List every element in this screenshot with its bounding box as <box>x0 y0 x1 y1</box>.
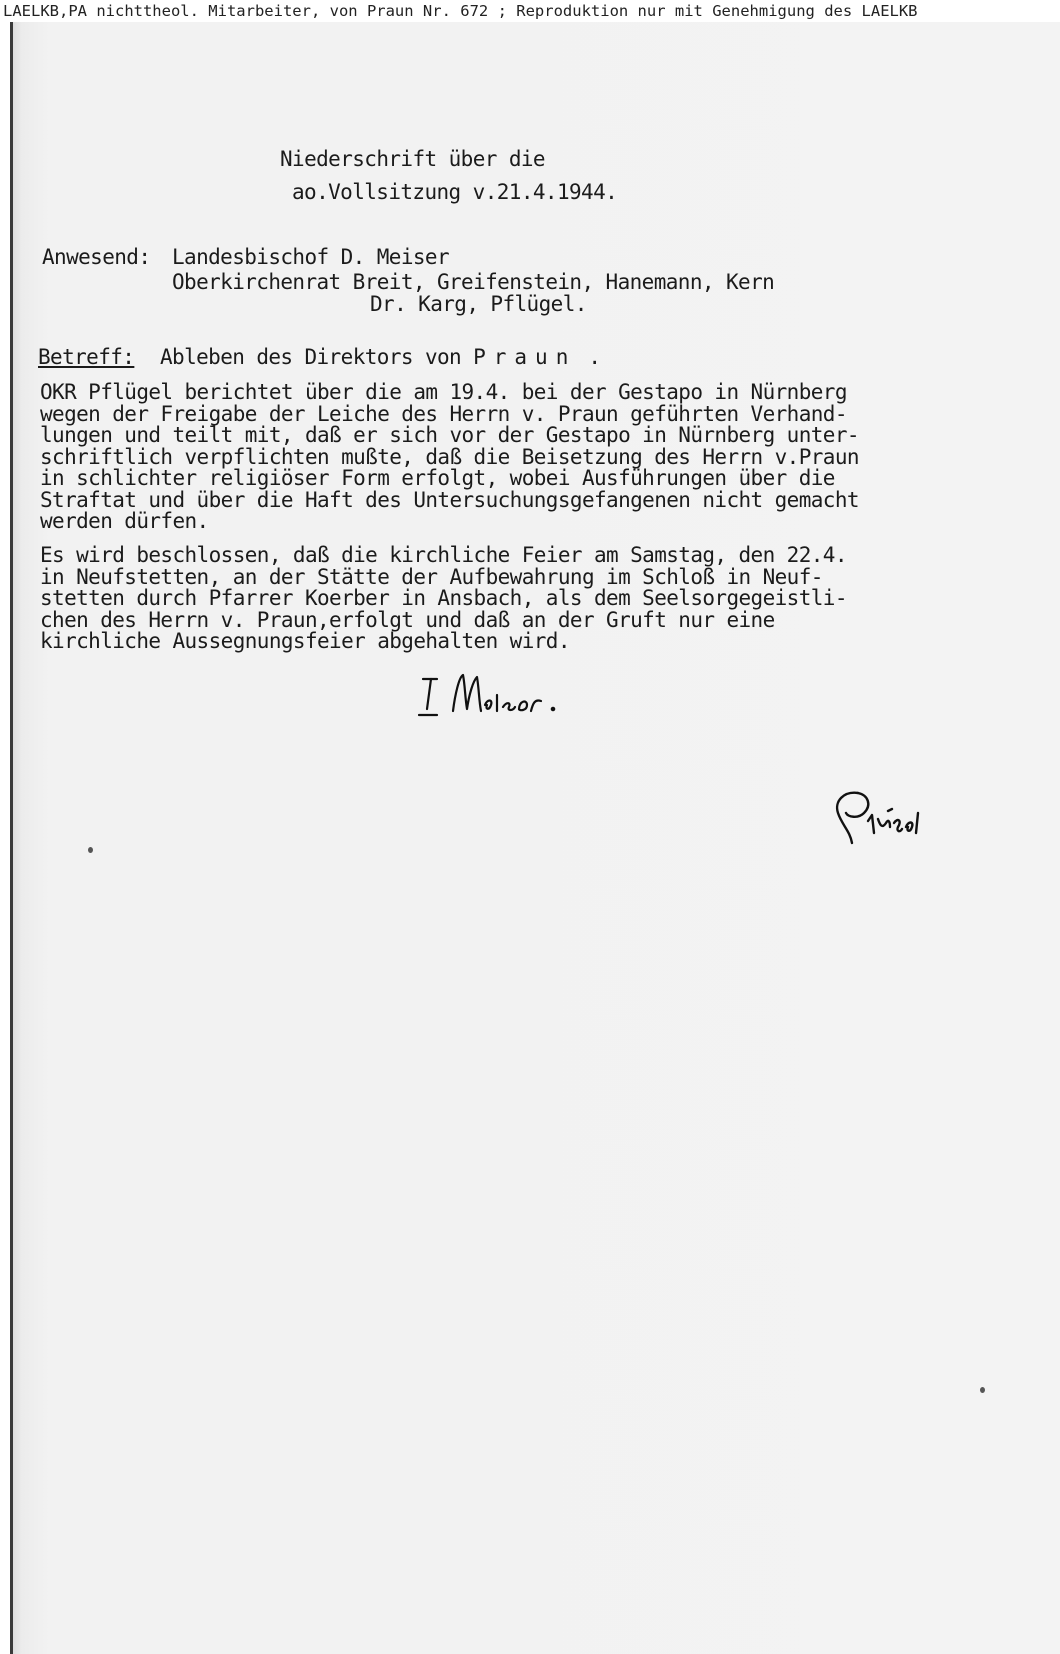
paragraph-1-line: wegen der Freigabe der Leiche des Herrn v. Praun geführten Verhand- <box>40 402 847 426</box>
paragraph-2-line: stetten durch Pfarrer Koerber in Ansbach, als dem Seelsorgegeistli- <box>40 586 847 610</box>
paragraph-2-line: in Neufstetten, an der Stätte der Aufbewahrung im Schloß in Neuf- <box>40 565 823 589</box>
paragraph-1-line: in schlichter religiöser Form erfolgt, wobei Ausführungen über die <box>40 466 835 490</box>
document-title-line2: ao.Vollsitzung v.21.4.1944. <box>292 180 618 204</box>
paragraph-1-line: schriftlich verpflichten mußte, daß die Beisetzung des Herrn v.Praun <box>40 445 859 469</box>
attendance-label: Anwesend: <box>42 245 151 269</box>
paper-speck <box>88 847 93 853</box>
subject-suffix: . <box>588 345 601 369</box>
archive-header-stamp: LAELKB,PA nichttheol. Mitarbeiter, von Praun Nr. 672 ; Reproduktion nur mit Genehmigung des LAELKB <box>3 2 918 20</box>
signature-pfluegel <box>828 785 938 855</box>
subject-text <box>160 346 600 368</box>
subject-prefix: Ableben des Direktors von <box>160 345 462 369</box>
paragraph-2-line: Es wird beschlossen, daß die kirchliche Feier am Samstag, den 22.4. <box>40 543 847 567</box>
attendance-line3: Dr. Karg, Pflügel. <box>370 292 587 316</box>
paper-speck <box>980 1387 985 1393</box>
attendance-line2: Oberkirchenrat Breit, Greifenstein, Hanemann, Kern <box>172 270 775 294</box>
subject-name: Praun <box>473 345 577 369</box>
paragraph-1-line: OKR Pflügel berichtet über die am 19.4. bei der Gestapo in Nürnberg <box>40 380 847 404</box>
paragraph-2-line: kirchliche Aussegnungsfeier abgehalten wird. <box>40 629 570 653</box>
signature-meiser <box>415 665 560 725</box>
paragraph-1-line: werden dürfen. <box>40 509 209 533</box>
paragraph-1-line: lungen und teilt mit, daß er sich vor der Gestapo in Nürnberg unter- <box>40 423 859 447</box>
paragraph-1-line: Straftat und über die Haft des Untersuchungsgefangenen nicht gemacht <box>40 488 859 512</box>
page-edge <box>10 22 13 1654</box>
subject-label: Betreff: <box>38 345 135 369</box>
paragraph-2-line: chen des Herrn v. Praun,erfolgt und daß an der Gruft nur eine <box>40 608 775 632</box>
document-title-line1: Niederschrift über die <box>280 147 545 171</box>
attendance-line1: Landesbischof D. Meiser <box>172 245 449 269</box>
